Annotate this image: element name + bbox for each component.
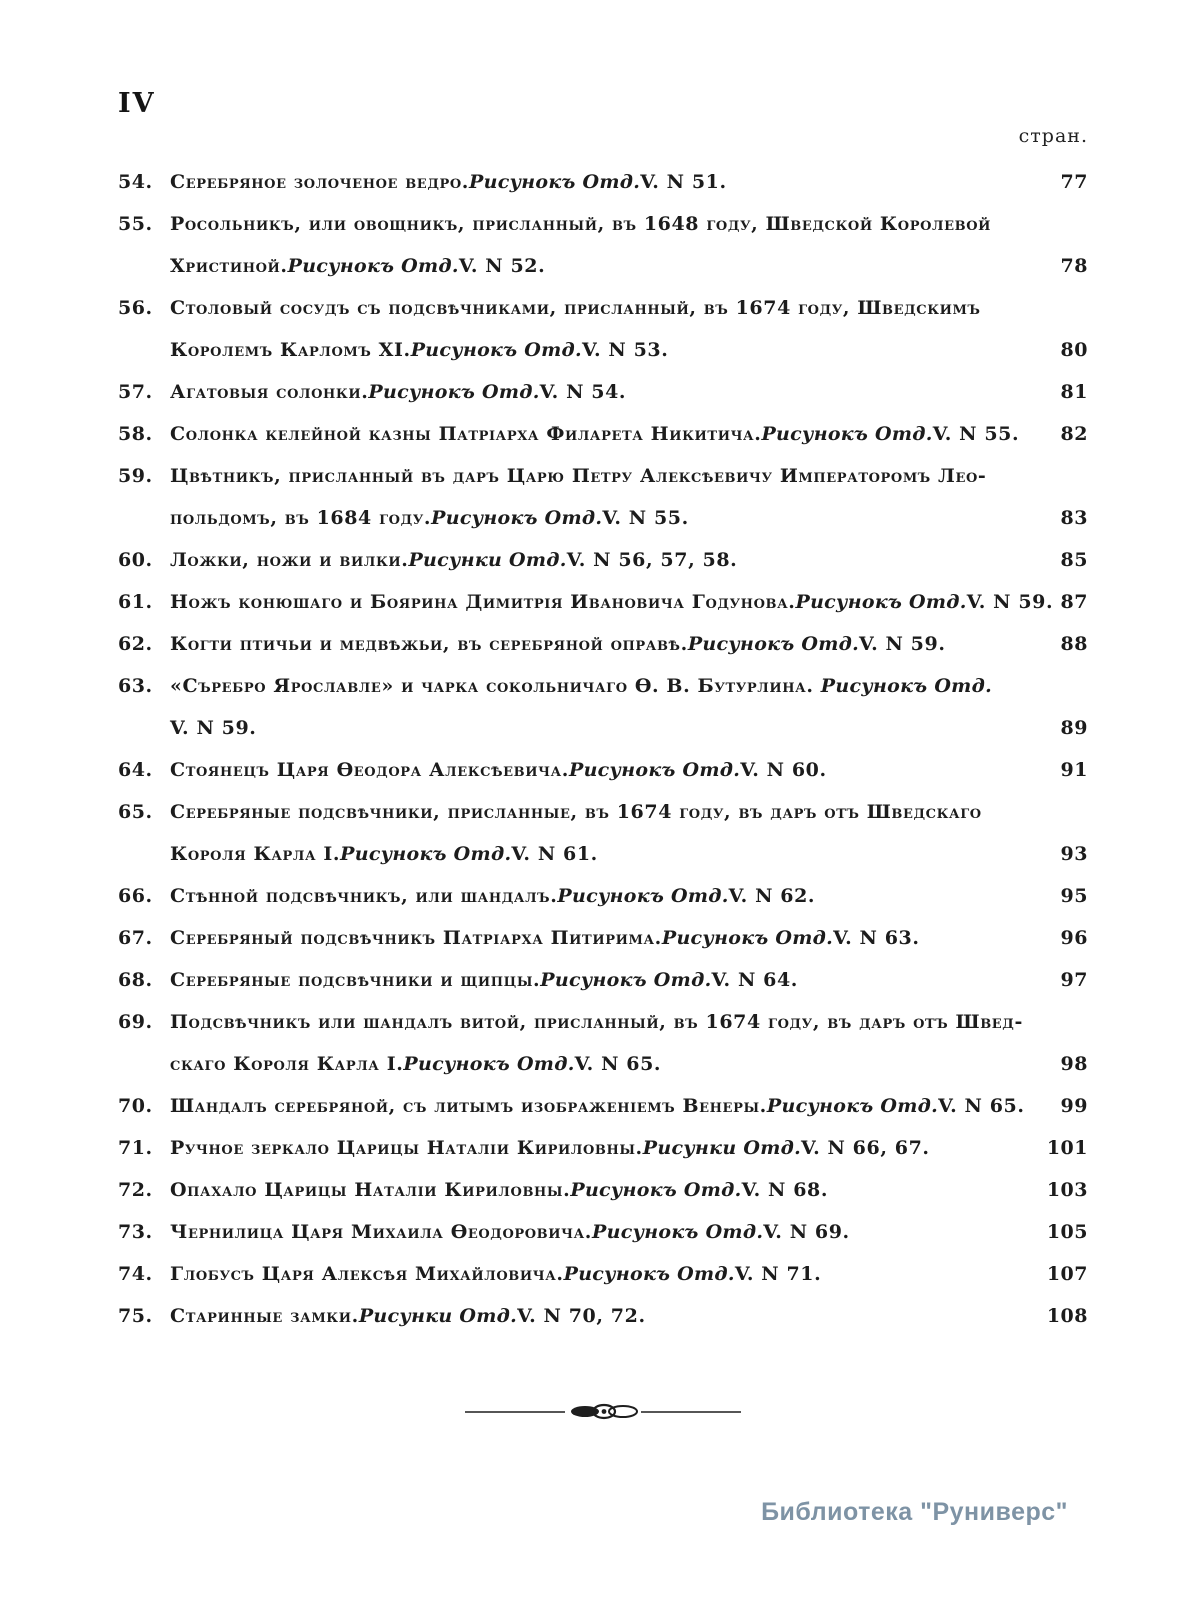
toc-text-segment: Чернилица Царя Михаила Ѳеодоровича. <box>170 1221 593 1243</box>
toc-text-segment: Старинные замки. <box>170 1305 359 1327</box>
toc-entry <box>118 1253 1088 1295</box>
toc-text-segment: Серебряный подсвѣчникъ Патріарха Питирима. <box>170 927 662 949</box>
toc-entry <box>118 917 1088 959</box>
toc-line <box>170 833 1026 875</box>
toc-line <box>170 329 1026 371</box>
toc-entry-text <box>170 371 1026 413</box>
toc-entry <box>118 203 1088 287</box>
toc-entry-number: 65. <box>118 801 153 823</box>
toc-entry-text <box>170 539 1026 581</box>
toc-entry-page: 98 <box>1060 1053 1088 1075</box>
toc-entry <box>118 161 1088 203</box>
toc-entry-number: 63. <box>118 675 153 697</box>
toc-text-segment: Рисунокъ Отд. <box>431 507 603 529</box>
toc-entry <box>118 1169 1088 1211</box>
toc-line <box>170 749 1026 791</box>
toc-entry-number: 60. <box>118 549 153 571</box>
toc-text-segment: V. N 63. <box>833 927 920 949</box>
toc-text-segment: V. N 59. <box>170 717 257 739</box>
toc-entry-page: 103 <box>1046 1179 1088 1201</box>
toc-entry-page: 93 <box>1060 843 1088 865</box>
toc-entry-text <box>170 959 1026 1001</box>
toc-entry <box>118 1295 1088 1337</box>
toc-entry-number: 74. <box>118 1263 153 1285</box>
toc-text-segment: V. N 55. <box>932 423 1020 445</box>
toc-text-segment: Серебряные подсвѣчники, присланные, въ 1674 году, въ даръ отъ Шведскаго <box>170 801 982 823</box>
toc-line <box>170 287 1026 329</box>
toc-text-segment: Серебряные подсвѣчники и щипцы. <box>170 969 541 991</box>
toc-entry-text <box>170 1169 1026 1211</box>
toc-entry-text <box>170 287 1026 371</box>
toc-entry-page: 89 <box>1060 717 1088 739</box>
toc-entry-number: 62. <box>118 633 153 655</box>
toc-entry-number: 58. <box>118 423 153 445</box>
toc-text-segment: V. N 71. <box>734 1263 822 1285</box>
toc-entry-number: 66. <box>118 885 153 907</box>
toc-entry-number: 75. <box>118 1305 153 1327</box>
toc-entry-text <box>170 665 1026 749</box>
toc-text-segment: V. N 54. <box>539 381 627 403</box>
library-watermark: Библиотека "Руниверс" <box>761 1498 1068 1526</box>
toc-text-segment: V. N 65. <box>938 1095 1025 1117</box>
toc-entry <box>118 413 1088 455</box>
toc-text-segment: Королемъ Карломъ XI. <box>170 339 411 361</box>
toc-entry-page: 105 <box>1046 1221 1088 1243</box>
ornamental-divider-icon <box>463 1399 743 1427</box>
toc-text-segment: Рисунокъ Отд. <box>340 843 512 865</box>
toc-text-segment: Ручное зеркало Царицы Наталіи Кириловны. <box>170 1137 643 1159</box>
toc-entry-text <box>170 455 1026 539</box>
toc-text-segment: Короля Карла I. <box>170 843 341 865</box>
toc-text-segment: V. N 61. <box>511 843 598 865</box>
toc-text-segment: Рисунки Отд. <box>358 1305 518 1327</box>
toc-text-segment: Рисунокъ Отд. <box>592 1221 764 1243</box>
toc-text-segment: Рисунокъ Отд. <box>557 885 729 907</box>
toc-text-segment: Ложки, ножи и вилки. <box>170 549 409 571</box>
toc-text-segment: Рисунокъ Отд. <box>403 1053 575 1075</box>
toc-entry-page: 87 <box>1060 591 1088 613</box>
toc-entry-text <box>170 413 1026 455</box>
toc-entry-number: 61. <box>118 591 153 613</box>
toc-entry <box>118 455 1088 539</box>
toc-entry-number: 69. <box>118 1011 153 1033</box>
toc-text-segment: V. N 68. <box>741 1179 829 1201</box>
toc-entry-text <box>170 875 1026 917</box>
toc-entry-page: 78 <box>1060 255 1088 277</box>
toc-entry-text <box>170 1085 1026 1127</box>
toc-text-segment: Рисунокъ Отд. <box>368 381 540 403</box>
toc-text-segment: скаго Короля Карла I. <box>170 1053 404 1075</box>
toc-line <box>170 1127 1026 1169</box>
toc-text-segment: Солонка келейной казны Патріарха Филарета Никитича. <box>170 423 762 445</box>
toc-entry-number: 71. <box>118 1137 153 1159</box>
toc-entry-number: 54. <box>118 171 153 193</box>
toc-entry-text <box>170 1127 1026 1169</box>
toc-entry-number: 67. <box>118 927 153 949</box>
toc-line <box>170 539 1026 581</box>
toc-text-segment: Рисунокъ Отд. <box>761 423 933 445</box>
toc-line <box>170 623 1026 665</box>
toc-text-segment: «Съребро Ярославле» и чарка сокольничаго Ѳ. В. Бутурлина. <box>170 675 821 697</box>
toc-entry-number: 72. <box>118 1179 153 1201</box>
toc-text-segment: Рисунокъ Отд. <box>687 633 860 655</box>
toc-entry-number: 55. <box>118 213 153 235</box>
toc-line <box>170 161 1026 203</box>
toc-entry <box>118 1127 1088 1169</box>
toc-entry-text <box>170 1295 1026 1337</box>
toc-entry-page: 80 <box>1060 339 1088 361</box>
toc-entry-text <box>170 917 1026 959</box>
toc-text-segment: Христиной. <box>170 255 288 277</box>
toc-line <box>170 1295 1026 1337</box>
toc-entry <box>118 749 1088 791</box>
toc-entry <box>118 875 1088 917</box>
toc-text-segment: V. N 53. <box>581 339 669 361</box>
toc-line <box>170 581 1054 623</box>
toc-entry <box>118 581 1088 623</box>
toc-text-segment: V. N 62. <box>728 885 816 907</box>
toc-text-segment: Рисунокъ Отд. <box>820 675 993 697</box>
toc-line <box>170 203 1026 245</box>
toc-entry <box>118 1085 1088 1127</box>
toc-text-segment: Агатовыя солонки. <box>170 381 369 403</box>
toc-entry <box>118 539 1088 581</box>
toc-entry-text <box>170 581 1054 623</box>
toc-entry <box>118 1211 1088 1253</box>
toc-text-segment: Рисунки Отд. <box>642 1137 802 1159</box>
toc-text-segment: Рисунокъ Отд. <box>766 1095 939 1117</box>
toc-entry-number: 64. <box>118 759 153 781</box>
toc-entry-text <box>170 161 1026 203</box>
toc-text-segment: Рисунки Отд. <box>408 549 567 571</box>
toc-entry <box>118 959 1088 1001</box>
toc-text-segment: Опахало Царицы Наталіи Кириловны. <box>170 1179 571 1201</box>
toc-text-segment: V. N 70, 72. <box>517 1305 646 1327</box>
toc-entry-text <box>170 749 1026 791</box>
toc-line <box>170 245 1026 287</box>
toc-line <box>170 1085 1026 1127</box>
toc-text-segment: Рисунокъ Отд. <box>795 591 967 613</box>
toc-text-segment: Рисунокъ Отд. <box>540 969 712 991</box>
toc-entry-page: 91 <box>1060 759 1088 781</box>
toc-line <box>170 1169 1026 1211</box>
toc-text-segment: Стоянецъ Царя Ѳеодора Алексѣевича. <box>170 759 569 781</box>
toc-entry-text <box>170 791 1026 875</box>
toc-entry-page: 99 <box>1060 1095 1088 1117</box>
toc-entry <box>118 791 1088 875</box>
toc-text-segment: V. N 65. <box>574 1053 662 1075</box>
toc-entry-page: 97 <box>1060 969 1088 991</box>
toc-entry-number: 59. <box>118 465 153 487</box>
toc-entry-text <box>170 1001 1026 1085</box>
toc-text-segment: Рисунокъ Отд. <box>469 171 641 193</box>
toc-entry-number: 73. <box>118 1221 153 1243</box>
toc-text-segment: Столовый сосудъ съ подсвѣчниками, присланный, въ 1674 году, Шведскимъ <box>170 297 981 319</box>
toc-entry-page: 83 <box>1060 507 1088 529</box>
toc-entry-text <box>170 203 1026 287</box>
toc-text-segment: Рисунокъ Отд. <box>410 339 582 361</box>
toc-entry-page: 82 <box>1060 423 1088 445</box>
toc-entry-page: 95 <box>1060 885 1088 907</box>
toc-line <box>170 707 1026 749</box>
toc-entry-page: 77 <box>1060 171 1088 193</box>
toc-list <box>118 161 1088 1337</box>
toc-text-segment: Шандалъ серебряной, съ литымъ изображеніемъ Венеры. <box>170 1095 767 1117</box>
toc-entry-text <box>170 1211 1026 1253</box>
toc-entry-page: 107 <box>1046 1263 1088 1285</box>
page-folio: IV <box>118 88 156 119</box>
toc-entry-number: 57. <box>118 381 153 403</box>
toc-text-segment: Стѣнной подсвѣчникъ, или шандалъ. <box>170 885 558 907</box>
toc-line <box>170 875 1026 917</box>
toc-text-segment: Когти птичьи и медвѣжьи, въ серебряной оправѣ. <box>170 633 688 655</box>
toc-text-segment: V. N 56, 57, 58. <box>566 549 738 571</box>
toc-text-segment: Рисунокъ Отд. <box>287 255 459 277</box>
toc-text-segment: V. N 69. <box>763 1221 850 1243</box>
toc-line <box>170 1043 1026 1085</box>
toc-entry-number: 70. <box>118 1095 153 1117</box>
toc-text-segment: Рисунокъ Отд. <box>563 1263 735 1285</box>
toc-text-segment: Рисунокъ Отд. <box>661 927 834 949</box>
toc-entry-page: 81 <box>1060 381 1088 403</box>
toc-line <box>170 1211 1026 1253</box>
toc-text-segment: Рисунокъ Отд. <box>570 1179 742 1201</box>
toc-text-segment: Подсвѣчникъ или шандалъ витой, присланный, въ 1674 году, въ даръ отъ Швед- <box>170 1011 1023 1033</box>
toc-line <box>170 959 1026 1001</box>
toc-text-segment: польдомъ, въ 1684 году. <box>170 507 432 529</box>
toc-entry <box>118 1001 1088 1085</box>
toc-line <box>170 665 1026 707</box>
toc-text-segment: V. N 55. <box>602 507 689 529</box>
toc-line <box>170 1001 1026 1043</box>
toc-text-segment: Ножъ конюшаго и Боярина Димитрія Ивановича Годунова. <box>170 591 796 613</box>
toc-text-segment: Цвѣтникъ, присланный въ даръ Царю Петру Алексѣевичу Императоромъ Лео- <box>170 465 987 487</box>
toc-entry-page: 85 <box>1060 549 1088 571</box>
toc-entry-page: 96 <box>1060 927 1088 949</box>
toc-line <box>170 917 1026 959</box>
toc-entry <box>118 371 1088 413</box>
toc-line <box>170 413 1026 455</box>
toc-entry <box>118 287 1088 371</box>
toc-entry-text <box>170 623 1026 665</box>
toc-text-segment: V. N 51. <box>640 171 727 193</box>
toc-entry-page: 108 <box>1046 1305 1088 1327</box>
toc-line <box>170 371 1026 413</box>
toc-text-segment: V. N 64. <box>711 969 798 991</box>
toc-line <box>170 1253 1026 1295</box>
toc-text-segment: V. N 59. <box>966 591 1054 613</box>
toc-text-segment: Росольникъ, или овощникъ, присланный, въ 1648 году, Шведской Королевой <box>170 213 992 235</box>
toc-entry-number: 68. <box>118 969 153 991</box>
toc-text-segment: Серебряное золоченое ведро. <box>170 171 469 193</box>
toc-entry <box>118 623 1088 665</box>
toc-line <box>170 791 1026 833</box>
toc-line <box>170 455 1026 497</box>
toc-line <box>170 497 1026 539</box>
toc-text-segment: V. N 52. <box>458 255 546 277</box>
toc-entry-number: 56. <box>118 297 153 319</box>
toc-entry-page: 88 <box>1060 633 1088 655</box>
toc-text-segment: Рисунокъ Отд. <box>568 759 741 781</box>
toc-text-segment: V. N 59. <box>859 633 946 655</box>
toc-text-segment: Глобусъ Царя Алексѣя Михайловича. <box>170 1263 564 1285</box>
toc-entry-text <box>170 1253 1026 1295</box>
toc-entry-page: 101 <box>1046 1137 1088 1159</box>
toc-text-segment: V. N 66, 67. <box>801 1137 930 1159</box>
toc-entry <box>118 665 1088 749</box>
toc-text-segment: V. N 60. <box>740 759 827 781</box>
pages-column-header: стран. <box>1018 125 1088 147</box>
